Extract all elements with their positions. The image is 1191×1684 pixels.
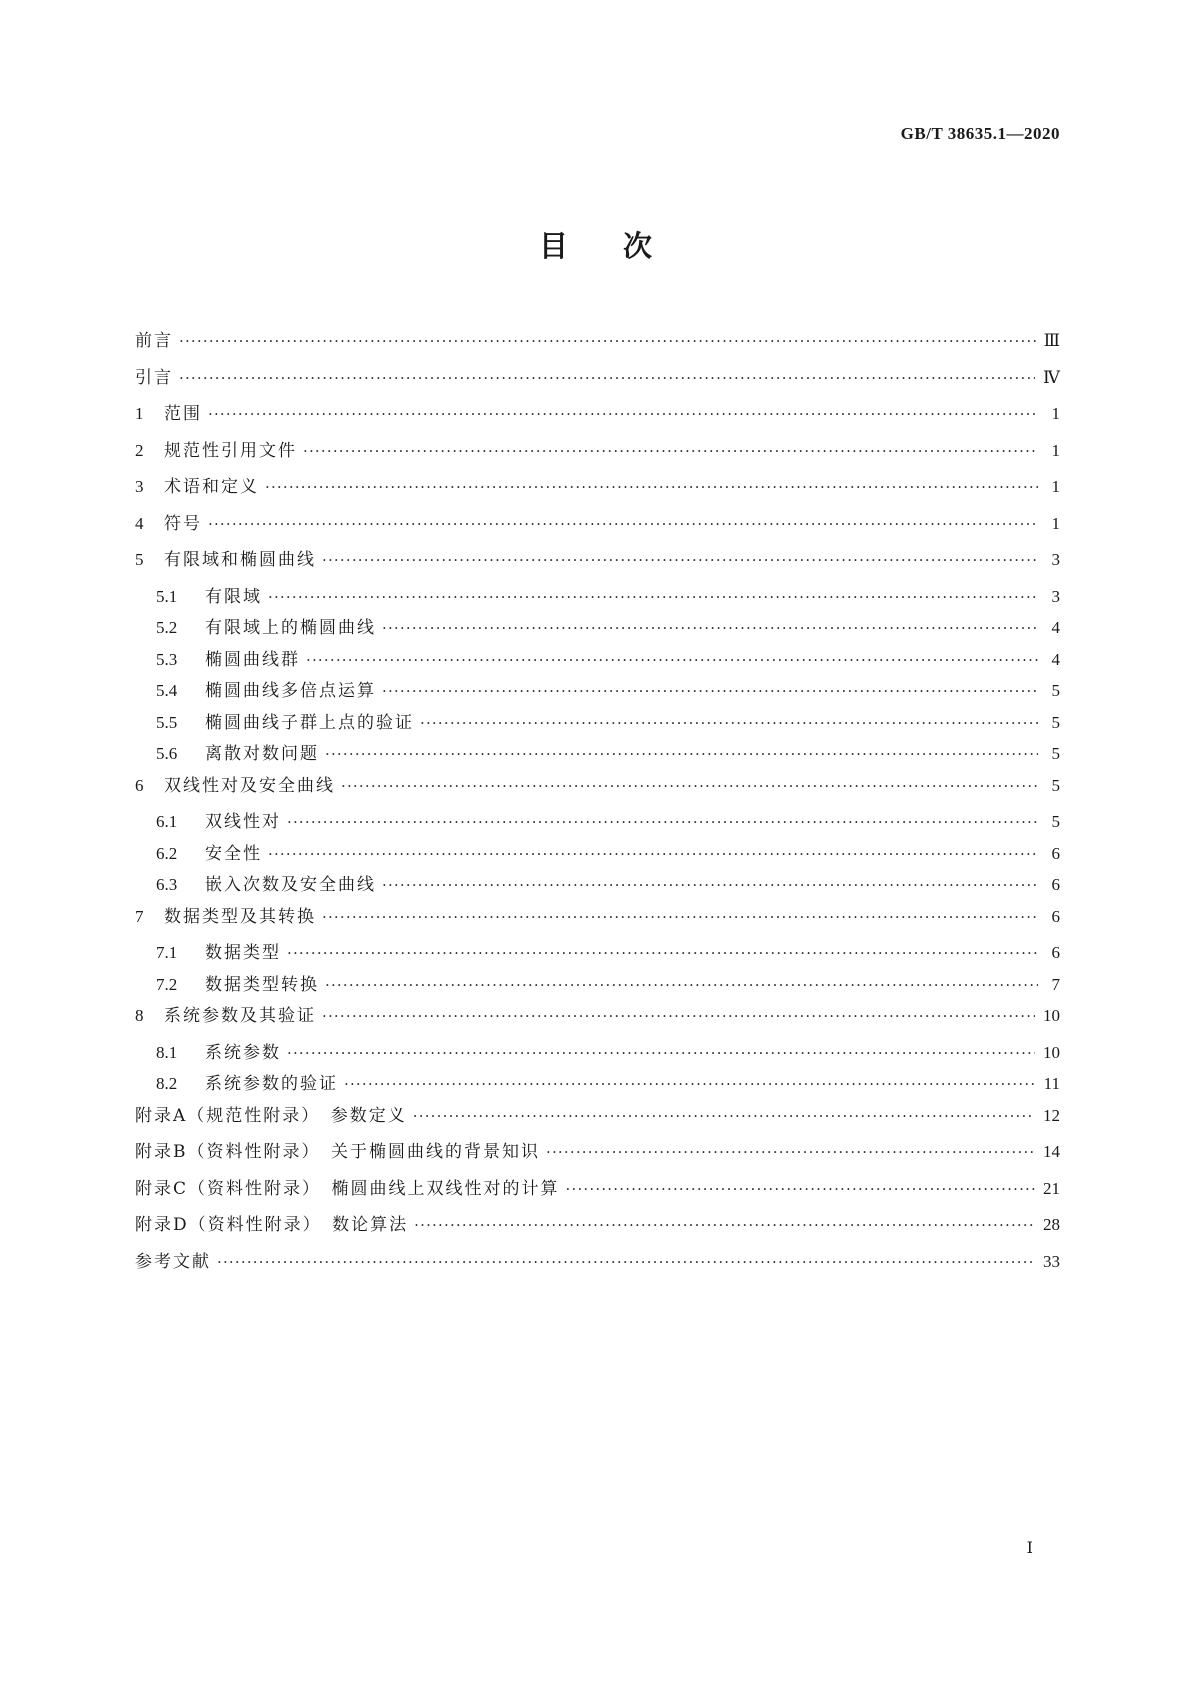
toc-entry-number: 6.2 (156, 843, 178, 863)
toc-entry-label: 附录D（资料性附录） 数论算法 (135, 1215, 409, 1235)
toc-entry-label: 嵌入次数及安全曲线 (205, 875, 376, 895)
toc-entry-page: 11 (1043, 1074, 1060, 1093)
toc-entry-page: Ⅳ (1043, 367, 1060, 387)
toc-entry-number: 6 (135, 775, 144, 795)
toc-entry[interactable] (135, 807, 1060, 839)
toc-entry-page: 21 (1043, 1178, 1060, 1198)
toc-entry-label: 安全性 (205, 843, 262, 864)
toc-leader-dots (413, 1107, 1035, 1125)
toc-entry-page: 14 (1043, 1142, 1060, 1161)
toc-entry-label: 数据类型及其转换 (164, 906, 316, 927)
toc-leader-dots (325, 976, 1038, 994)
toc-entry-page: 1 (1051, 440, 1060, 460)
toc-entry-label: 有限域上的椭圆曲线 (205, 618, 376, 638)
toc-leader-dots (287, 813, 1038, 831)
toc-entry-label: 双线性对及安全曲线 (164, 775, 335, 796)
toc-entry-number: 5 (135, 550, 144, 569)
toc-leader-dots (382, 682, 1038, 700)
toc-entry[interactable] (135, 739, 1060, 771)
toc-entry[interactable] (135, 326, 1060, 363)
toc-leader-dots (179, 332, 1036, 350)
toc-entry[interactable] (135, 1247, 1060, 1284)
toc-leader-dots (322, 908, 1038, 926)
toc-entry-number: 5.3 (156, 649, 178, 669)
toc-entry[interactable] (135, 771, 1060, 808)
toc-entry[interactable] (135, 1137, 1060, 1174)
toc-entry-page: 4 (1051, 618, 1060, 637)
toc-entry-label: 范围 (164, 404, 202, 424)
toc-entry-page: 6 (1051, 906, 1060, 926)
toc-entry-page: 5 (1051, 812, 1060, 831)
toc-entry[interactable] (135, 645, 1060, 677)
toc-leader-dots (325, 745, 1038, 763)
toc-entry-label: 规范性引用文件 (164, 440, 297, 461)
toc-entry-label: 附录C（资料性附录） 椭圆曲线上双线性对的计算 (135, 1178, 560, 1199)
page-title: 目次 (538, 229, 707, 263)
toc-entry-label: 系统参数的验证 (205, 1074, 338, 1094)
toc-entry-page: 3 (1051, 550, 1060, 569)
toc-entry-label: 有限域和椭圆曲线 (164, 550, 316, 570)
toc-entry-label: 附录B（资料性附录） 关于椭圆曲线的背景知识 (135, 1142, 540, 1162)
toc-entry[interactable] (135, 509, 1060, 546)
toc-leader-dots (268, 588, 1038, 606)
toc-entry-page: 5 (1051, 775, 1060, 795)
toc-entry-number: 2 (135, 440, 144, 460)
toc-leader-dots (303, 442, 1038, 460)
toc-entry[interactable] (135, 708, 1060, 740)
toc-entry-number: 4 (135, 513, 144, 533)
toc-entry-number: 7.1 (156, 943, 178, 962)
toc-entry-page: 1 (1051, 513, 1060, 533)
toc-entry-label: 符号 (164, 513, 202, 534)
toc-leader-dots (344, 1075, 1036, 1093)
toc-entry[interactable] (135, 1174, 1060, 1211)
toc-entry-page: 28 (1043, 1215, 1060, 1234)
toc-entry-number: 8.1 (156, 1042, 178, 1062)
toc-entry[interactable] (135, 902, 1060, 939)
toc-entry[interactable] (135, 676, 1060, 708)
toc-leader-dots (265, 478, 1038, 496)
toc-entry-page: 5 (1051, 681, 1060, 700)
toc-entry-number: 1 (135, 404, 144, 423)
toc-entry-number: 5.4 (156, 681, 178, 700)
toc-entry[interactable] (135, 472, 1060, 509)
toc-entry-label: 数据类型转换 (205, 974, 319, 995)
toc-entry-page: 10 (1043, 1006, 1060, 1025)
toc-leader-dots (322, 551, 1038, 569)
toc-entry[interactable] (135, 363, 1060, 400)
standard-number: GB/T 38635.1—2020 (900, 124, 1060, 143)
toc-entry[interactable] (135, 970, 1060, 1002)
toc-entry[interactable] (135, 545, 1060, 582)
toc-entry-number: 8 (135, 1006, 144, 1025)
toc-entry-label: 参考文献 (135, 1251, 211, 1272)
toc-entry-label: 术语和定义 (164, 477, 259, 497)
toc-entry[interactable] (135, 1038, 1060, 1070)
toc-leader-dots (420, 714, 1038, 732)
toc-entry-page: 33 (1043, 1251, 1060, 1271)
toc-entry[interactable] (135, 1101, 1060, 1138)
toc-leader-dots (287, 944, 1038, 962)
toc-entry-page: 1 (1051, 404, 1060, 423)
toc-entry[interactable] (135, 582, 1060, 614)
toc-entry-page: 6 (1051, 875, 1060, 894)
toc-leader-dots (208, 405, 1038, 423)
toc-entry-number: 5.1 (156, 586, 178, 606)
toc-entry-label: 前言 (135, 331, 173, 351)
toc-leader-dots (287, 1044, 1035, 1062)
toc-entry-number: 7 (135, 906, 144, 926)
toc-leader-dots (208, 515, 1038, 533)
toc-entry-number: 8.2 (156, 1074, 178, 1093)
page-number: Ⅰ (1026, 1540, 1033, 1557)
toc-entry-page: 5 (1051, 712, 1060, 732)
toc-entry[interactable] (135, 436, 1060, 473)
toc-leader-dots (217, 1253, 1035, 1271)
toc-entry-label: 有限域 (205, 586, 262, 607)
toc-entry-label: 椭圆曲线群 (205, 649, 300, 670)
toc-entry-number: 5.6 (156, 744, 178, 763)
toc-leader-dots (179, 369, 1035, 387)
toc-entry[interactable] (135, 938, 1060, 970)
toc-entry-page: 3 (1051, 586, 1060, 606)
toc-entry-number: 7.2 (156, 974, 178, 994)
toc-entry-page: 5 (1051, 744, 1060, 763)
toc-entry[interactable] (135, 613, 1060, 645)
toc-entry-page: 10 (1043, 1042, 1060, 1062)
table-of-contents (135, 326, 1060, 1283)
toc-entry-number: 5.2 (156, 618, 178, 637)
toc-leader-dots (382, 619, 1038, 637)
toc-entry[interactable] (135, 839, 1060, 871)
toc-entry-page: 1 (1051, 477, 1060, 496)
toc-entry-number: 3 (135, 477, 144, 496)
toc-leader-dots (341, 777, 1038, 795)
toc-entry[interactable] (135, 1210, 1060, 1247)
toc-entry-label: 系统参数 (205, 1042, 281, 1063)
toc-entry-label: 离散对数问题 (205, 744, 319, 764)
toc-leader-dots (306, 651, 1038, 669)
toc-entry-page: 4 (1051, 649, 1060, 669)
toc-entry-label: 附录A（规范性附录） 参数定义 (135, 1105, 407, 1126)
toc-entry-number: 6.1 (156, 812, 178, 831)
toc-leader-dots (566, 1180, 1035, 1198)
toc-entry-number: 6.3 (156, 875, 178, 894)
toc-entry[interactable] (135, 399, 1060, 436)
toc-entry[interactable] (135, 870, 1060, 902)
toc-entry-number: 5.5 (156, 712, 178, 732)
toc-entry-label: 椭圆曲线多倍点运算 (205, 681, 376, 701)
toc-leader-dots (382, 876, 1038, 894)
toc-entry[interactable] (135, 1069, 1060, 1101)
toc-entry-page: Ⅲ (1043, 331, 1060, 350)
toc-entry-page: 6 (1051, 843, 1060, 863)
toc-entry-label: 系统参数及其验证 (164, 1006, 316, 1026)
toc-entry-label: 数据类型 (205, 943, 281, 963)
toc-leader-dots (322, 1007, 1035, 1025)
toc-leader-dots (546, 1143, 1035, 1161)
toc-leader-dots (268, 845, 1038, 863)
toc-entry-label: 引言 (135, 367, 173, 388)
toc-entry-page: 12 (1043, 1105, 1060, 1125)
toc-entry[interactable] (135, 1001, 1060, 1038)
toc-entry-label: 椭圆曲线子群上点的验证 (205, 712, 414, 733)
toc-entry-page: 7 (1051, 974, 1060, 994)
toc-entry-label: 双线性对 (205, 812, 281, 832)
toc-leader-dots (414, 1216, 1035, 1234)
toc-entry-page: 6 (1051, 943, 1060, 962)
